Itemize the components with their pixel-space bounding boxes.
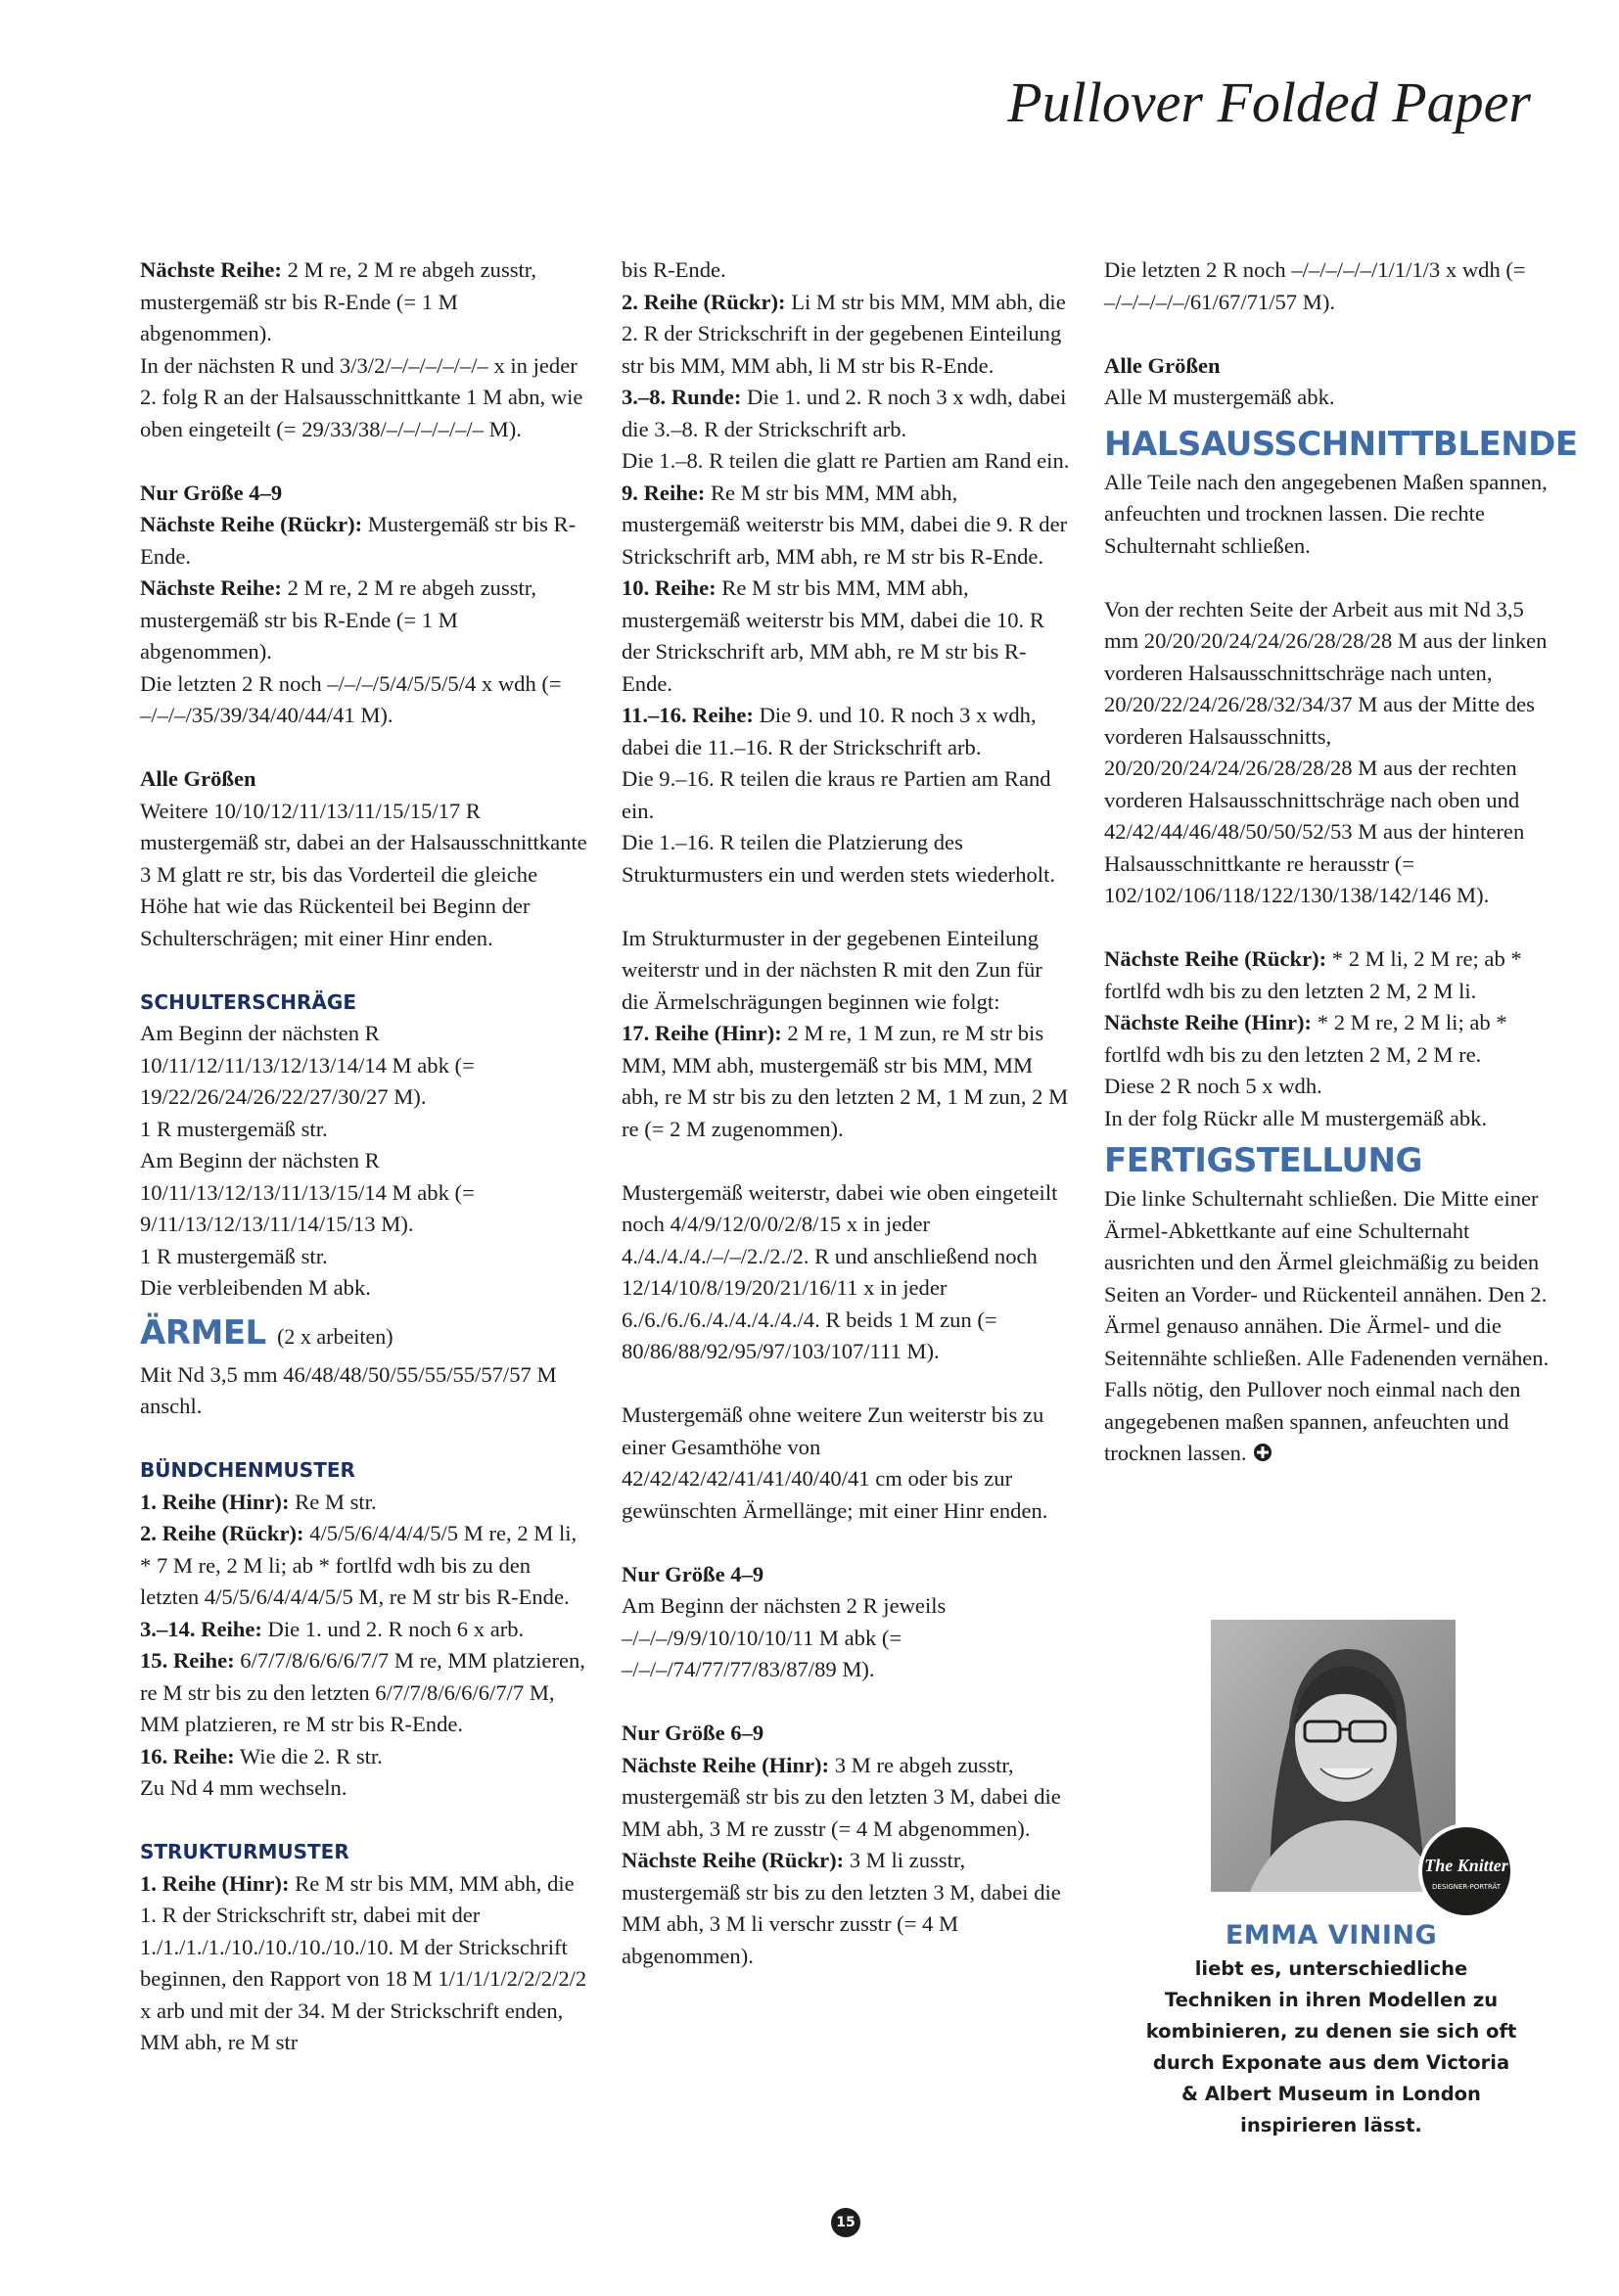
paragraph-text: Von der rechten Seite der Arbeit aus mit Nd 3,5 mm 20/20/20/24/24/26/28/28/28 M aus der linken vorderen Halsausschnittschräge nach unten, 20/20/22/24/26/28/32/34/37 M aus der Mitte des vorderen Halsausschnitts, 20/20/20/24/24/26/28/28/28 M aus der rechten vorderen Halsausschnittschräge nach oben und 42/42/44/46/48/50/50/52/53 M aus der hinteren Halsausschnittkante re herausstr (= 102/102/106/118/122/130/138/142/146 M). <box>1104 596 1548 907</box>
paragraph <box>622 827 1074 891</box>
paragraph-text: Die 1.–16. R teilen die Platzierung des Strukturmusters ein und werden stets wiederholt. <box>622 830 1056 887</box>
paragraph <box>622 382 1074 445</box>
paragraph-text: Die 9. und 10. R noch 3 x wdh, dabei die 11.–16. R der Strickschrift arb. <box>622 703 1037 759</box>
paragraph <box>622 254 1074 287</box>
column-3 <box>1104 254 1578 1472</box>
paragraph-text: 3 M re abgeh zusstr, mustergemäß str bis zu den letzten 3 M, dabei die MM abh, 3 M re zusstr (= 4 M abgenommen). <box>622 1752 1061 1841</box>
row-label: 10. Reihe: <box>622 575 717 600</box>
row-label: 2. Reihe (Rückr): <box>140 1521 304 1545</box>
text-block <box>140 1868 590 2059</box>
text-block <box>622 1750 1074 1973</box>
paragraph-text: Wie die 2. R str. <box>234 1743 383 1768</box>
paragraph <box>622 445 1074 478</box>
row-label: 9. Reihe: <box>622 480 706 505</box>
paragraph <box>1104 254 1554 318</box>
paragraph-text: Die linke Schulternaht schließen. Die Mitte einer Ärmel-Abkettkante auf eine Schulternaht ausrichten und den Ärmel gleichmäßig zu beiden Seiten an Vorder- und Rückenteil annähen. Den 2. Ärmel genauso annähen. Die Ärmel- und die Seitennähte schließen. Alle Fadenenden vernähen. Falls nötig, den Pullover noch einmal nach den angegebenen maßen spannen, anfeuchten und trocknen lassen. <box>1104 1186 1550 1465</box>
paragraph <box>622 700 1074 763</box>
text-block <box>622 254 1074 891</box>
row-label: 11.–16. Reihe: <box>622 703 754 727</box>
text-block <box>1104 594 1554 912</box>
paragraph <box>140 668 590 732</box>
paragraph <box>622 1750 1074 1846</box>
paragraph <box>140 254 590 350</box>
paragraph-text: Die 1. und 2. R noch 6 x arb. <box>261 1616 525 1641</box>
paragraph-text: Am Beginn der nächsten R 10/11/13/12/13/11/13/15/14 M abk (= 9/11/13/12/13/11/14/15/13 M). <box>140 1148 475 1236</box>
paragraph-text: Li M str bis MM, MM abh, die 2. R der Strickschrift in der gegebenen Einteilung str bis MM, MM abh, li M str bis R-Ende. <box>622 289 1066 378</box>
paragraph <box>622 1018 1074 1145</box>
text-block <box>140 509 590 732</box>
designer-bio: liebt es, unterschiedliche Techniken in ihren Modellen zu kombinieren, zu denen sie sich oft durch Exponate aus dem Victoria & Albert Museum in London inspirieren lässt. <box>1145 1957 1517 2136</box>
paragraph <box>140 1241 590 1273</box>
text-block <box>1104 254 1554 318</box>
section-heading-aermel: ÄRMEL (2 x arbeiten) <box>140 1312 393 1353</box>
paragraph <box>622 1400 1074 1527</box>
row-label: Nächste Reihe (Rückr): <box>140 512 363 536</box>
subheading-nur-groesse-4-9: Nur Größe 4–9 <box>140 480 283 505</box>
paragraph-text: Alle Teile nach den angegebenen Maßen spannen, anfeuchten und trocknen lassen. Die rechte Schulternaht schließen. <box>1104 469 1548 558</box>
paragraph-text: Re M str bis MM, MM abh, die 1. R der Strickschrift str, dabei mit der 1./1./1./1./10./10./10./10./10. M der Strickschrift beginnen, den Rapport von 18 M 1/1/1/1/2/2/2/2/2 x arb und mit der 34. M der Strickschrift enden, MM abh, re M str <box>140 1870 587 2054</box>
page-title: Pullover Folded Paper <box>1007 70 1531 134</box>
svg-text:DESIGNER-PORTRÄT: DESIGNER-PORTRÄT <box>1432 1883 1501 1891</box>
paragraph-text: Die verbleibenden M abk. <box>140 1275 371 1300</box>
paragraph <box>140 509 590 573</box>
end-of-article-icon <box>1253 1440 1272 1472</box>
row-label: 17. Reihe (Hinr): <box>622 1021 782 1045</box>
designer-name: EMMA VINING <box>1225 1920 1438 1951</box>
row-label: 1. Reihe (Hinr): <box>140 1870 290 1896</box>
subheading-strukturmuster: STRUKTURMUSTER <box>140 1840 349 1863</box>
subheading-alle-groessen: Alle Größen <box>1104 352 1221 378</box>
paragraph <box>140 1772 590 1805</box>
paragraph <box>1104 594 1554 912</box>
paragraph <box>140 1741 590 1773</box>
text-block <box>622 1590 1074 1686</box>
row-label: Nächste Reihe (Hinr): <box>622 1752 830 1777</box>
paragraph-text: 4/5/5/6/4/4/4/5/5 M re, 2 M li, * 7 M re, 2 M li; ab * fortlfd wdh bis zu den letzten 4/5/5/6/4/4/4/5/5 M, re M str bis R-Ende. <box>140 1521 578 1609</box>
paragraph-text: In der nächsten R und 3/3/2/–/–/–/–/–/– x in jeder 2. folg R an der Halsausschnittkante 1 M abn, wie oben eingeteilt (= 29/33/38/–/–/–/–/–/– M). <box>140 352 583 441</box>
svg-text:The Knitter: The Knitter <box>1424 1856 1508 1875</box>
paragraph-text: bis R-Ende. <box>622 257 726 282</box>
paragraph <box>140 1272 590 1305</box>
text-block-final <box>1104 1183 1554 1472</box>
text-block <box>622 1400 1074 1527</box>
designer-box <box>1106 1918 1556 2141</box>
row-label: Nächste Reihe: <box>140 257 282 282</box>
text-block <box>140 796 590 955</box>
paragraph <box>1104 1183 1554 1472</box>
row-label: Nächste Reihe (Rückr): <box>622 1848 845 1872</box>
paragraph-text: 2 M re, 1 M zun, re M str bis MM, MM abh, mustergemäß str bis MM, MM abh, re M str bis zu den letzten 2 M, 1 M zun, 2 M re (= 2 M zugenommen). <box>622 1021 1069 1141</box>
paragraph-text: 1 R mustergemäß str. <box>140 1243 328 1268</box>
paragraph-text: In der folg Rückr alle M mustergemäß abk. <box>1104 1105 1488 1130</box>
paragraph-text: 2 M re, 2 M re abgeh zusstr, mustergemäß str bis R-Ende (= 1 M abgenommen). <box>140 575 537 664</box>
paragraph <box>140 1614 590 1646</box>
paragraph-text: Im Strukturmuster in der gegebenen Einteilung weiterstr und in der nächsten R mit den Zun für die Ärmelschrägungen beginnen wie folgt: <box>622 925 1042 1014</box>
text-block <box>140 1018 590 1305</box>
paragraph-text: Die 1.–8. R teilen die glatt re Partien am Rand ein. <box>622 448 1070 473</box>
subheading-alle-groessen: Alle Größen <box>140 766 256 791</box>
paragraph-text: Mustergemäß str bis R-Ende. <box>140 512 577 569</box>
paragraph <box>140 1018 590 1114</box>
text-block <box>140 1487 590 1805</box>
row-label: 3.–14. Reihe: <box>140 1616 262 1641</box>
paragraph <box>140 573 590 668</box>
text-block <box>1104 467 1554 563</box>
paragraph-text: Mustergemäß weiterstr, dabei wie oben eingeteilt noch 4/4/9/12/0/0/2/8/15 x in jeder 4./4./4./4./–/–/2./2./2. R und anschließend noch 12/14/10/8/19/20/21/16/11 x in jeder 6./6./6./6./4./4./4./4./4. R beids 1 M zun (= 80/86/88/92/95/97/103/107/111 M). <box>622 1179 1058 1363</box>
text-block <box>140 254 590 445</box>
paragraph-text: 2 M re, 2 M re abgeh zusstr, mustergemäß str bis R-Ende (= 1 M abgenommen). <box>140 257 537 345</box>
paragraph <box>1104 467 1554 563</box>
row-label: Nächste Reihe: <box>140 575 282 600</box>
paragraph-text: 6/7/7/8/6/6/6/7/7 M re, MM platzieren, re M str bis zu den letzten 6/7/7/8/6/6/6/7/7 M, MM platzieren, re M str bis R-Ende. <box>140 1648 585 1736</box>
paragraph-text: 3 M li zusstr, mustergemäß str bis zu den letzten 3 M, dabei die MM abh, 3 M li verschr zusstr (= 4 M abgenommen). <box>622 1848 1061 1968</box>
paragraph-text: Alle M mustergemäß abk. <box>1104 385 1335 409</box>
paragraph <box>622 923 1074 1019</box>
paragraph <box>140 1518 590 1614</box>
paragraph <box>622 573 1074 700</box>
paragraph-text: Weitere 10/10/12/11/13/11/15/15/17 R mustergemäß str, dabei an der Halsausschnittkante 3 M glatt re str, bis das Vorderteil die gleiche Höhe hat wie das Rückenteil bei Beginn der Schulterschrägen; mit einer Hinr enden. <box>140 798 587 950</box>
text-block <box>1104 382 1554 414</box>
paragraph <box>140 1359 590 1423</box>
paragraph <box>622 1177 1074 1368</box>
paragraph <box>622 763 1074 827</box>
row-label: 16. Reihe: <box>140 1743 235 1768</box>
paragraph-text: * 2 M re, 2 M li; ab * fortlfd wdh bis zu den letzten 2 M, 2 M re. <box>1104 1010 1507 1067</box>
paragraph <box>622 1590 1074 1686</box>
paragraph-text: Diese 2 R noch 5 x wdh. <box>1104 1074 1322 1098</box>
page-number: 15 <box>831 2208 860 2237</box>
row-label: Nächste Reihe (Rückr): <box>1104 946 1327 971</box>
row-label: 1. Reihe (Hinr): <box>140 1489 290 1514</box>
paragraph-text: Die letzten 2 R noch –/–/–/–/–/1/1/1/3 x wdh (= –/–/–/–/–/61/67/71/57 M). <box>1104 257 1526 314</box>
row-label: 3.–8. Runde: <box>622 385 742 409</box>
paragraph <box>140 350 590 446</box>
knitter-badge-logo <box>1417 1822 1515 1920</box>
section-heading-halsausschnittblende: HALSAUSSCHNITTBLENDE <box>1104 424 1578 464</box>
paragraph-text: Am Beginn der nächsten R 10/11/12/11/13/12/13/14/14 M abk (= 19/22/26/24/26/22/27/30/27 M). <box>140 1021 475 1109</box>
paragraph <box>622 478 1074 574</box>
paragraph-text: Mit Nd 3,5 mm 46/48/48/50/55/55/55/57/57 M anschl. <box>140 1361 557 1418</box>
paragraph-text: Zu Nd 4 mm wechseln. <box>140 1775 347 1800</box>
paragraph-text: Die 9.–16. R teilen die kraus re Partien am Rand ein. <box>622 766 1051 823</box>
row-label: 2. Reihe (Rückr): <box>622 289 786 314</box>
paragraph <box>140 1487 590 1519</box>
subheading-nur-groesse-6-9: Nur Größe 6–9 <box>622 1721 764 1745</box>
paragraph-text: * 2 M li, 2 M re; ab * fortlfd wdh bis zu den letzten 2 M, 2 M li. <box>1104 946 1522 1003</box>
paragraph <box>140 1114 590 1146</box>
text-block <box>140 1359 590 1423</box>
paragraph-text: Re M str bis MM, MM abh, mustergemäß weiterstr bis MM, dabei die 9. R der Strickschrift arb, MM abh, re M str bis R-Ende. <box>622 480 1068 569</box>
aermel-note: (2 x arbeiten) <box>277 1323 393 1349</box>
paragraph-text: 1 R mustergemäß str. <box>140 1116 328 1141</box>
paragraph <box>1104 382 1554 414</box>
text-block <box>622 923 1074 1146</box>
paragraph <box>140 1868 590 2059</box>
paragraph <box>1104 1007 1554 1071</box>
paragraph-text: Die 1. und 2. R noch 3 x wdh, dabei die 3.–8. R der Strickschrift arb. <box>622 385 1067 441</box>
paragraph <box>622 287 1074 383</box>
subheading-schulterschraege: SCHULTERSCHRÄGE <box>140 989 356 1014</box>
paragraph-text: Die letzten 2 R noch –/–/–/5/4/5/5/5/4 x wdh (= –/–/–/35/39/34/40/44/41 M). <box>140 670 562 727</box>
paragraph <box>1104 1071 1554 1103</box>
paragraph-text: Re M str. <box>289 1489 377 1514</box>
paragraph <box>140 1145 590 1241</box>
section-heading-fertigstellung: FERTIGSTELLUNG <box>1104 1141 1422 1180</box>
paragraph <box>140 796 590 955</box>
paragraph <box>622 1845 1074 1972</box>
paragraph <box>1104 1103 1554 1135</box>
row-label: Nächste Reihe (Hinr): <box>1104 1010 1313 1034</box>
subheading-buendchenmuster: BÜNDCHENMUSTER <box>140 1458 355 1482</box>
column-2 <box>622 254 1074 1972</box>
paragraph <box>1104 943 1554 1007</box>
paragraph <box>140 1645 590 1741</box>
paragraph-text: Re M str bis MM, MM abh, mustergemäß weiterstr bis MM, dabei die 10. R der Strickschrift arb, MM abh, re M str bis R-Ende. <box>622 575 1044 696</box>
paragraph-text: Am Beginn der nächsten 2 R jeweils –/–/–/9/9/10/10/10/11 M abk (= –/–/–/74/77/77/83/87/89 M). <box>622 1593 947 1681</box>
subheading-nur-groesse-4-9: Nur Größe 4–9 <box>622 1561 764 1586</box>
paragraph-text: Mustergemäß ohne weitere Zun weiterstr bis zu einer Gesamthöhe von 42/42/42/42/41/41/40/40/41 cm oder bis zur gewünschten Ärmellänge; mit einer Hinr enden. <box>622 1402 1048 1523</box>
text-block <box>1104 943 1554 1134</box>
row-label: 15. Reihe: <box>140 1648 235 1673</box>
column-1 <box>140 254 590 2059</box>
text-block <box>622 1177 1074 1368</box>
